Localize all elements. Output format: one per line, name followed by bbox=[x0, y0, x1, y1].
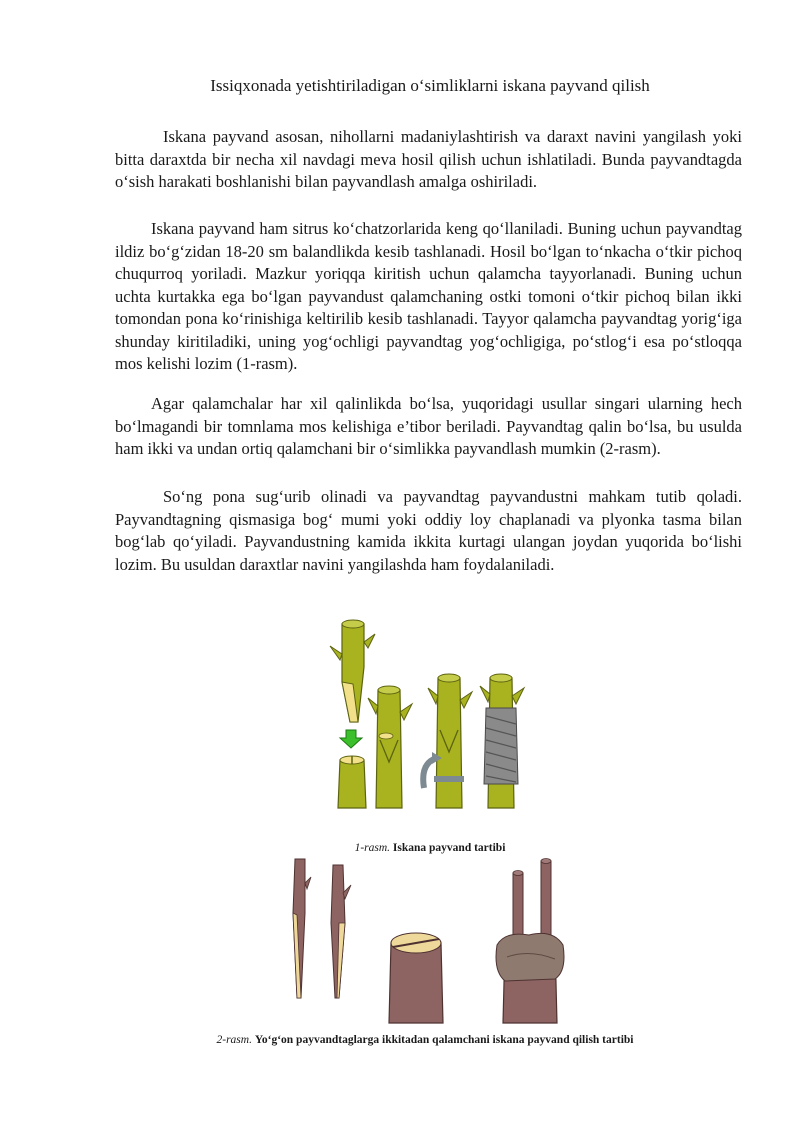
arrow-down-icon bbox=[340, 730, 362, 748]
grafting-steps-illustration bbox=[320, 612, 540, 812]
figure-2-number: 2-rasm. bbox=[216, 1034, 252, 1046]
rootstock-cut bbox=[338, 756, 366, 808]
paragraph-4: So‘ng pona sug‘urib olinadi va payvandtag payvandustni mahkam tutib qoladi. Payvandtagning qismasiga bog‘ mumi yoki oddiy loy chaplanadi va plyonka tasma bilan bog‘lab qo‘yiladi. Payvandustning kamida ikkita kurtagi ulangan joydan yuqorida bo‘lishi lozim. Bu usuldan daraxtlar navini yangilashda ham foydalaniladi. bbox=[115, 487, 742, 574]
graft-wrapping-start bbox=[423, 674, 472, 808]
scion-1 bbox=[293, 859, 311, 998]
scion-2 bbox=[331, 865, 351, 998]
figure-1-title: Iskana payvand tartibi bbox=[392, 842, 506, 854]
grafted-rootstock-with-clay bbox=[496, 859, 564, 1024]
figure-2-title: Yo‘g‘on payvandtaglarga ikkitadan qalamchani iskana payvand qilish tartibi bbox=[254, 1034, 634, 1046]
graft-wrapped bbox=[480, 674, 524, 808]
figure-1-number: 1-rasm. bbox=[354, 842, 391, 854]
paragraph-1: Iskana payvand asosan, nihollarni madaniylashtirish va daraxt navini yangilash yoki bitta daraxtda bir necha xil navdagi meva hosil qilish uchun ishlatiladi. Bunda payvandtagda o‘sish harakati boshlanishi bilan payvandlash amalga oshiriladi. bbox=[115, 127, 742, 191]
graft-inserted bbox=[368, 686, 412, 808]
scion-cutting bbox=[330, 620, 375, 722]
thick-rootstock-split bbox=[389, 933, 443, 1023]
paragraph-3: Agar qalamchalar har xil qalinlikda bo‘lsa, yuqoridagi usullar singari ularning hech bo‘lmagandi bir tomnlama mos kelishiga e’tibor beriladi. Payvandtag qalin bo‘lsa, bu usulda ham ikki va undan ortiq qalamchani bir o‘simlikka payvandlash mumkin (2-rasm). bbox=[115, 394, 742, 458]
paragraph-2: Iskana payvand ham sitrus ko‘chatzorlarida keng qo‘llaniladi. Buning uchun payvandtag ildiz bo‘g‘zidan 18-20 sm balandlikda kesib tashlanadi. Hosil bo‘lgan to‘nkacha o‘tkir pichoq chuqurroq yoriladi. Mazkur yoriqqa kiritish uchun qalamcha tayyorlanadi. Buning uchun uchta kurtakka ega bo‘lgan payvandust qalamchaning ostki tomoni o‘tkir pichoq bilan ikki tomondan pona ko‘rinishiga keltirilib kesib tashlanadi. Tayyor qalamcha payvandtag yorig‘iga shunday kiritiladiki, uning yog‘ochligi payvandtag yog‘ochligiga, po‘stlog‘i esa po‘stloqqa mos kelishi lozim (1-rasm). bbox=[115, 219, 742, 373]
cleft-graft-two-scions-illustration bbox=[283, 853, 573, 1028]
figure-2-caption bbox=[25, 1034, 800, 1046]
page-title: Issiqxonada yetishtiriladigan o‘simliklarni iskana payvand qilish bbox=[210, 76, 650, 95]
